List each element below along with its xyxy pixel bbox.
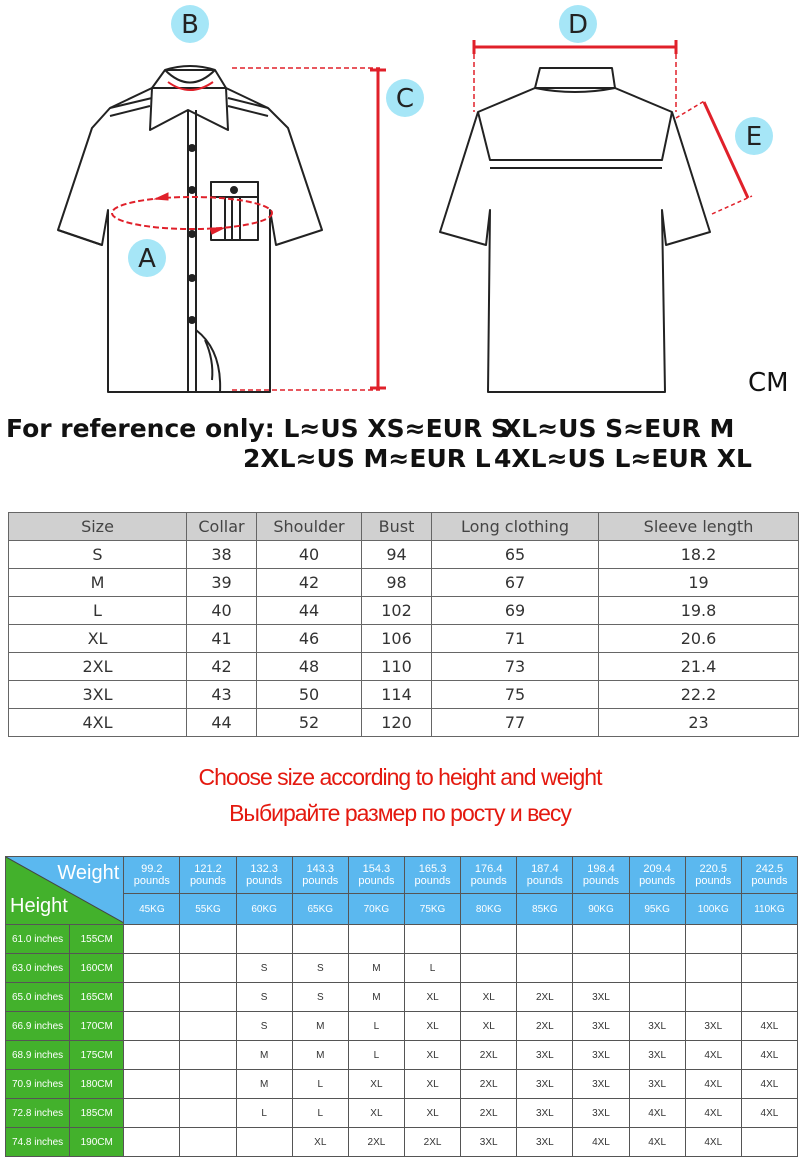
weight-kg-header: 80KG — [461, 894, 517, 925]
cell-shoulder: 46 — [257, 625, 362, 653]
cell-sleeve-length: 21.4 — [599, 653, 799, 681]
height-cm-label: 175CM — [70, 1041, 124, 1070]
cell-sleeve-length: 20.6 — [599, 625, 799, 653]
size-recommendation-cell — [124, 954, 180, 983]
size-recommendation-cell: 4XL — [685, 1128, 741, 1157]
size-recommendation-cell: 4XL — [741, 1041, 797, 1070]
weight-pounds-value: 121.2 — [194, 863, 222, 875]
size-recommendation-cell: 4XL — [629, 1099, 685, 1128]
weight-kg-header: 65KG — [292, 894, 348, 925]
weight-pounds-unit: pounds — [302, 875, 339, 887]
size-recommendation-cell — [517, 954, 573, 983]
size-recommendation-cell — [573, 925, 629, 954]
size-recommendation-cell: 3XL — [517, 1128, 573, 1157]
size-recommendation-cell: XL — [404, 1012, 460, 1041]
label-a — [128, 239, 166, 277]
size-recommendation-cell: S — [236, 983, 292, 1012]
label-b — [171, 5, 209, 43]
choose-size-message-ru: Выбирайте размер по росту и весу — [229, 800, 571, 826]
height-row — [6, 1041, 798, 1070]
cell-collar: 39 — [187, 569, 257, 597]
unit-label: CM — [748, 368, 789, 398]
header-collar: Collar — [187, 513, 257, 541]
size-recommendation-cell — [124, 1099, 180, 1128]
cell-sleeve-length: 22.2 — [599, 681, 799, 709]
size-recommendation-cell: 3XL — [517, 1099, 573, 1128]
size-recommendation-cell: M — [292, 1041, 348, 1070]
weight-kg-header: 85KG — [517, 894, 573, 925]
weight-pounds-value: 99.2 — [141, 863, 163, 875]
size-recommendation-cell — [124, 1128, 180, 1157]
size-recommendation-cell: 3XL — [629, 1041, 685, 1070]
size-recommendation-cell: 2XL — [404, 1128, 460, 1157]
corner-height-label: Height — [10, 895, 68, 917]
weight-pounds-value: 176.4 — [474, 863, 503, 875]
size-recommendation-cell: 4XL — [685, 1070, 741, 1099]
size-recommendation-cell — [180, 983, 236, 1012]
size-recommendation-cell: XL — [404, 983, 460, 1012]
weight-kg-header: 70KG — [348, 894, 404, 925]
height-row — [6, 1128, 798, 1157]
size-recommendation-cell: 2XL — [517, 1012, 573, 1041]
back-shirt-icon — [440, 68, 710, 392]
size-table-row — [9, 569, 799, 597]
weight-pounds-value: 209.4 — [643, 863, 671, 875]
svg-text:C: C — [395, 84, 415, 114]
header-long-clothing: Long clothing — [432, 513, 599, 541]
size-recommendation-cell — [629, 925, 685, 954]
height-inches-label: 72.8 inches — [6, 1099, 70, 1128]
height-row — [6, 1070, 798, 1099]
size-recommendation-cell — [124, 925, 180, 954]
size-recommendation-cell: XL — [404, 1070, 460, 1099]
weight-pounds-unit: pounds — [639, 875, 676, 887]
cell-shoulder: 42 — [257, 569, 362, 597]
cell-collar: 38 — [187, 541, 257, 569]
size-recommendation-cell: 4XL — [741, 1070, 797, 1099]
size-recommendation-cell: L — [292, 1099, 348, 1128]
weight-pounds-unit: pounds — [358, 875, 395, 887]
size-recommendation-cell — [348, 925, 404, 954]
size-recommendation-cell: 2XL — [517, 983, 573, 1012]
weight-pounds-unit: pounds — [751, 875, 788, 887]
weight-pounds-unit: pounds — [470, 875, 507, 887]
size-recommendation-cell: 3XL — [461, 1128, 517, 1157]
header-shoulder: Shoulder — [257, 513, 362, 541]
weight-pounds-value: 220.5 — [699, 863, 728, 875]
height-row — [6, 1099, 798, 1128]
weight-pounds-unit: pounds — [695, 875, 732, 887]
weight-pounds-header — [741, 857, 797, 894]
size-recommendation-cell: L — [348, 1012, 404, 1041]
weight-pounds-value: 187.4 — [531, 863, 559, 875]
height-cm-label: 155CM — [70, 925, 124, 954]
weight-pounds-header — [236, 857, 292, 894]
cell-size: XL — [9, 625, 187, 653]
height-inches-label: 61.0 inches — [6, 925, 70, 954]
weight-pounds-header — [292, 857, 348, 894]
size-recommendation-cell — [741, 954, 797, 983]
size-recommendation-cell: XL — [348, 1070, 404, 1099]
size-recommendation-cell — [292, 925, 348, 954]
size-recommendation-cell — [180, 1128, 236, 1157]
height-row — [6, 954, 798, 983]
weight-pounds-header — [180, 857, 236, 894]
height-cm-label: 190CM — [70, 1128, 124, 1157]
size-recommendation-cell: 2XL — [461, 1041, 517, 1070]
cell-sleeve-length: 19 — [599, 569, 799, 597]
height-row — [6, 925, 798, 954]
size-recommendation-cell: M — [236, 1041, 292, 1070]
size-recommendation-cell: 3XL — [685, 1012, 741, 1041]
weight-pounds-unit: pounds — [414, 875, 451, 887]
cell-collar: 43 — [187, 681, 257, 709]
reference-line1-right: XL≈US S≈EUR M — [502, 414, 735, 443]
cell-size: S — [9, 541, 187, 569]
label-e — [735, 117, 773, 155]
size-recommendation-cell — [236, 925, 292, 954]
cell-bust: 120 — [362, 709, 432, 737]
weight-pounds-header — [124, 857, 180, 894]
cell-collar: 41 — [187, 625, 257, 653]
weight-pounds-unit: pounds — [526, 875, 563, 887]
size-recommendation-cell — [180, 1099, 236, 1128]
size-recommendation-cell — [685, 983, 741, 1012]
size-recommendation-cell: 3XL — [573, 1099, 629, 1128]
weight-pounds-header — [629, 857, 685, 894]
weight-pounds-header — [517, 857, 573, 894]
weight-pounds-value: 154.3 — [362, 863, 391, 875]
svg-text:B: B — [181, 10, 199, 40]
size-recommendation-cell — [180, 925, 236, 954]
cell-size: 3XL — [9, 681, 187, 709]
cell-size: M — [9, 569, 187, 597]
height-inches-label: 65.0 inches — [6, 983, 70, 1012]
weight-kg-header: 100KG — [685, 894, 741, 925]
cell-size: 4XL — [9, 709, 187, 737]
corner-weight-label: Weight — [57, 862, 120, 884]
svg-text:D: D — [567, 10, 589, 40]
height-inches-label: 70.9 inches — [6, 1070, 70, 1099]
size-recommendation-cell: XL — [348, 1099, 404, 1128]
size-recommendation-cell: S — [236, 1012, 292, 1041]
weight-kg-header: 55KG — [180, 894, 236, 925]
choose-size-message-en: Choose size according to height and weight — [198, 764, 602, 790]
cell-long-clothing: 69 — [432, 597, 599, 625]
size-recommendation-cell — [180, 1041, 236, 1070]
size-recommendation-cell — [124, 1041, 180, 1070]
size-table-row — [9, 625, 799, 653]
header-bust: Bust — [362, 513, 432, 541]
size-recommendation-cell — [741, 1128, 797, 1157]
reference-line2-left: 2XL≈US M≈EUR L — [243, 444, 491, 473]
size-table-row — [9, 541, 799, 569]
size-recommendation-cell — [124, 983, 180, 1012]
label-d — [559, 5, 597, 43]
height-inches-label: 68.9 inches — [6, 1041, 70, 1070]
size-recommendation-cell — [180, 954, 236, 983]
label-c — [386, 79, 424, 117]
cell-shoulder: 48 — [257, 653, 362, 681]
size-recommendation-cell: 2XL — [461, 1070, 517, 1099]
cell-bust: 106 — [362, 625, 432, 653]
size-table-header — [9, 513, 799, 541]
height-inches-label: 63.0 inches — [6, 954, 70, 983]
size-recommendation-cell: M — [236, 1070, 292, 1099]
size-recommendation-cell: S — [292, 954, 348, 983]
size-recommendation-cell: S — [236, 954, 292, 983]
height-cm-label: 165CM — [70, 983, 124, 1012]
weight-kg-header: 60KG — [236, 894, 292, 925]
weight-kg-header: 110KG — [741, 894, 797, 925]
weight-pounds-header — [461, 857, 517, 894]
cell-long-clothing: 65 — [432, 541, 599, 569]
cell-collar: 44 — [187, 709, 257, 737]
size-recommendation-cell: 4XL — [629, 1128, 685, 1157]
size-recommendation-cell: 3XL — [517, 1041, 573, 1070]
weight-pounds-header — [685, 857, 741, 894]
size-recommendation-cell: M — [292, 1012, 348, 1041]
weight-pounds-value: 242.5 — [755, 863, 784, 875]
size-table-row — [9, 653, 799, 681]
size-recommendation-cell: L — [236, 1099, 292, 1128]
size-recommendation-cell — [685, 954, 741, 983]
height-inches-label: 66.9 inches — [6, 1012, 70, 1041]
weight-pounds-value: 165.3 — [418, 863, 447, 875]
size-recommendation-cell — [629, 983, 685, 1012]
weight-pounds-value: 132.3 — [250, 863, 278, 875]
size-recommendation-cell: XL — [404, 1099, 460, 1128]
size-recommendation-cell — [741, 925, 797, 954]
svg-text:E: E — [745, 122, 763, 152]
weight-height-corner — [6, 857, 124, 925]
size-recommendation-cell: 4XL — [573, 1128, 629, 1157]
cell-collar: 42 — [187, 653, 257, 681]
cell-sleeve-length: 23 — [599, 709, 799, 737]
size-recommendation-cell: 3XL — [629, 1070, 685, 1099]
cell-bust: 114 — [362, 681, 432, 709]
cell-long-clothing: 75 — [432, 681, 599, 709]
size-recommendation-cell: XL — [292, 1128, 348, 1157]
cell-sleeve-length: 18.2 — [599, 541, 799, 569]
weight-pounds-header — [348, 857, 404, 894]
size-recommendation-cell: 2XL — [461, 1099, 517, 1128]
size-recommendation-cell: XL — [404, 1041, 460, 1070]
cell-long-clothing: 73 — [432, 653, 599, 681]
cell-shoulder: 52 — [257, 709, 362, 737]
size-recommendation-cell: L — [348, 1041, 404, 1070]
svg-text:A: A — [138, 244, 156, 274]
weight-pounds-unit: pounds — [133, 875, 170, 887]
weight-kg-header: 45KG — [124, 894, 180, 925]
weight-pounds-unit: pounds — [582, 875, 620, 887]
size-recommendation-cell: 3XL — [573, 1070, 629, 1099]
weight-pounds-value: 143.3 — [306, 863, 335, 875]
cell-bust: 98 — [362, 569, 432, 597]
cell-bust: 102 — [362, 597, 432, 625]
size-table-row — [9, 597, 799, 625]
size-recommendation-cell: M — [348, 983, 404, 1012]
cell-bust: 110 — [362, 653, 432, 681]
height-row — [6, 983, 798, 1012]
size-recommendation-cell: 4XL — [685, 1041, 741, 1070]
size-recommendation-cell: M — [348, 954, 404, 983]
size-recommendation-cell — [629, 954, 685, 983]
size-recommendation-cell — [124, 1070, 180, 1099]
size-recommendation-cell — [404, 925, 460, 954]
cell-collar: 40 — [187, 597, 257, 625]
size-recommendation-cell: 3XL — [573, 983, 629, 1012]
size-recommendation-cell — [517, 925, 573, 954]
cell-shoulder: 50 — [257, 681, 362, 709]
cell-size: L — [9, 597, 187, 625]
weight-pounds-value: 198.4 — [587, 863, 615, 875]
cell-long-clothing: 71 — [432, 625, 599, 653]
size-recommendation-cell — [180, 1070, 236, 1099]
cell-size: 2XL — [9, 653, 187, 681]
cell-bust: 94 — [362, 541, 432, 569]
size-recommendation-cell — [573, 954, 629, 983]
weight-pounds-unit: pounds — [189, 875, 227, 887]
header-size: Size — [9, 513, 187, 541]
size-recommendation-cell: XL — [461, 1012, 517, 1041]
size-recommendation-cell: 2XL — [348, 1128, 404, 1157]
size-recommendation-cell: XL — [461, 983, 517, 1012]
size-chart-table — [8, 512, 799, 737]
size-recommendation-cell: 3XL — [517, 1070, 573, 1099]
cell-shoulder: 44 — [257, 597, 362, 625]
size-recommendation-cell: S — [292, 983, 348, 1012]
height-cm-label: 180CM — [70, 1070, 124, 1099]
size-recommendation-cell: 3XL — [629, 1012, 685, 1041]
size-recommendation-cell — [685, 925, 741, 954]
height-row — [6, 1012, 798, 1041]
height-cm-label: 185CM — [70, 1099, 124, 1128]
weight-pounds-unit: pounds — [246, 875, 283, 887]
size-recommendation-cell: 4XL — [741, 1012, 797, 1041]
cell-long-clothing: 67 — [432, 569, 599, 597]
weight-kg-header: 95KG — [629, 894, 685, 925]
size-recommendation-cell — [461, 954, 517, 983]
size-recommendation-cell — [461, 925, 517, 954]
size-recommendation-cell: 3XL — [573, 1041, 629, 1070]
weight-pounds-header — [573, 857, 629, 894]
size-recommendation-cell — [180, 1012, 236, 1041]
height-cm-label: 170CM — [70, 1012, 124, 1041]
size-table-row — [9, 681, 799, 709]
size-recommendation-cell: 3XL — [573, 1012, 629, 1041]
header-sleeve-length: Sleeve length — [599, 513, 799, 541]
cell-long-clothing: 77 — [432, 709, 599, 737]
weight-height-table — [5, 856, 798, 1157]
weight-pounds-header — [404, 857, 460, 894]
size-recommendation-cell — [236, 1128, 292, 1157]
cell-shoulder: 40 — [257, 541, 362, 569]
shirt-measurement-diagram — [0, 0, 800, 400]
size-recommendation-cell: L — [292, 1070, 348, 1099]
size-recommendation-cell — [124, 1012, 180, 1041]
weight-kg-header: 75KG — [404, 894, 460, 925]
size-recommendation-cell — [741, 983, 797, 1012]
height-cm-label: 160CM — [70, 954, 124, 983]
reference-line1-left: For reference only: L≈US XS≈EUR S — [6, 414, 509, 443]
cell-sleeve-length: 19.8 — [599, 597, 799, 625]
weight-kg-header: 90KG — [573, 894, 629, 925]
reference-line2-right: 4XL≈US L≈EUR XL — [494, 444, 752, 473]
size-recommendation-cell: 4XL — [741, 1099, 797, 1128]
height-inches-label: 74.8 inches — [6, 1128, 70, 1157]
size-recommendation-cell: L — [404, 954, 460, 983]
size-table-row — [9, 709, 799, 737]
size-recommendation-cell: 4XL — [685, 1099, 741, 1128]
